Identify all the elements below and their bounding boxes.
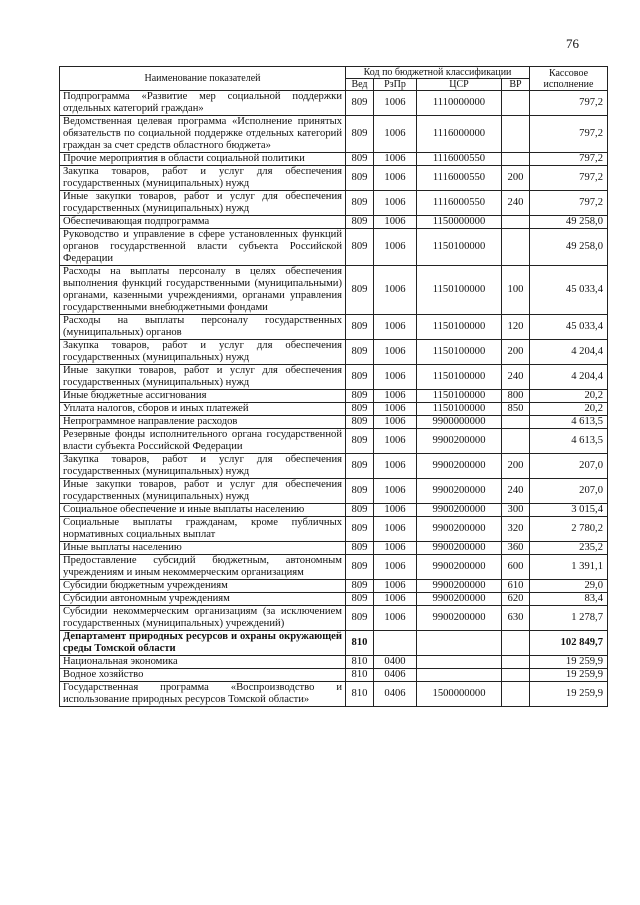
row-rzpr: 1006: [374, 555, 417, 580]
row-amount: 3 015,4: [530, 504, 608, 517]
row-vr: 100: [502, 266, 530, 315]
table-row: [60, 555, 608, 580]
row-name: Департамент природных ресурсов и охраны окружающей среды Томской области: [60, 631, 346, 656]
row-name: Иные закупки товаров, работ и услуг для обеспечения государственных (муниципальных) нужд: [60, 479, 346, 504]
row-ved: 809: [346, 116, 374, 153]
row-rzpr: 1006: [374, 429, 417, 454]
row-vr: [502, 216, 530, 229]
row-csr: 9900200000: [417, 454, 502, 479]
row-amount: 797,2: [530, 116, 608, 153]
row-csr: 9900200000: [417, 593, 502, 606]
row-name: Предоставление субсидий бюджетным, автономным учреждениям и иным некоммерческим организациям: [60, 555, 346, 580]
table-row: [60, 91, 608, 116]
row-rzpr: 1006: [374, 166, 417, 191]
row-name: Резервные фонды исполнительного органа государственной власти субъекта Российской Федерации: [60, 429, 346, 454]
table-row: [60, 116, 608, 153]
row-vr: [502, 631, 530, 656]
row-ved: 809: [346, 153, 374, 166]
row-name: Непрограммное направление расходов: [60, 416, 346, 429]
row-vr: [502, 416, 530, 429]
row-vr: [502, 116, 530, 153]
row-ved: 809: [346, 365, 374, 390]
table-row: [60, 153, 608, 166]
header-amount: Кассовое исполнение: [530, 67, 608, 91]
row-csr: [417, 656, 502, 669]
row-ved: 810: [346, 631, 374, 656]
table-row: [60, 166, 608, 191]
row-csr: 9900200000: [417, 555, 502, 580]
row-ved: 809: [346, 166, 374, 191]
row-rzpr: 1006: [374, 403, 417, 416]
row-csr: 1110000000: [417, 91, 502, 116]
table-row: [60, 656, 608, 669]
table-row: [60, 682, 608, 707]
header-csr: ЦСР: [417, 79, 502, 91]
row-csr: 1150100000: [417, 266, 502, 315]
row-name: Водное хозяйство: [60, 669, 346, 682]
row-vr: 240: [502, 365, 530, 390]
row-vr: 800: [502, 390, 530, 403]
header-code-group: Код по бюджетной классификации: [346, 67, 530, 79]
row-name: Руководство и управление в сфере установленных функций органов государственной власти субъекта Российской Федерации: [60, 229, 346, 266]
row-csr: 9900200000: [417, 479, 502, 504]
row-name: Иные выплаты населению: [60, 542, 346, 555]
row-vr: [502, 669, 530, 682]
row-csr: 1150100000: [417, 315, 502, 340]
header-ved: Вед: [346, 79, 374, 91]
row-amount: 102 849,7: [530, 631, 608, 656]
table-row: [60, 479, 608, 504]
table-row: [60, 266, 608, 315]
row-name: Социальные выплаты гражданам, кроме публичных нормативных социальных выплат: [60, 517, 346, 542]
row-vr: [502, 429, 530, 454]
row-vr: [502, 656, 530, 669]
row-ved: 809: [346, 340, 374, 365]
row-amount: 83,4: [530, 593, 608, 606]
row-ved: 809: [346, 580, 374, 593]
row-amount: 207,0: [530, 454, 608, 479]
row-rzpr: 1006: [374, 216, 417, 229]
table-header: [60, 67, 608, 91]
row-csr: [417, 669, 502, 682]
row-name: Иные бюджетные ассигнования: [60, 390, 346, 403]
row-amount: 49 258,0: [530, 216, 608, 229]
row-vr: 120: [502, 315, 530, 340]
row-csr: 1116000550: [417, 166, 502, 191]
table-row: [60, 191, 608, 216]
row-amount: 1 278,7: [530, 606, 608, 631]
table-row: [60, 606, 608, 631]
budget-execution-table: [59, 66, 608, 707]
row-ved: 809: [346, 517, 374, 542]
row-rzpr: [374, 631, 417, 656]
header-vr: ВР: [502, 79, 530, 91]
row-name: Уплата налогов, сборов и иных платежей: [60, 403, 346, 416]
row-amount: 19 259,9: [530, 682, 608, 707]
row-vr: 200: [502, 166, 530, 191]
row-ved: 809: [346, 216, 374, 229]
row-csr: 9900200000: [417, 429, 502, 454]
header-name: Наименование показателей: [60, 67, 346, 91]
row-ved: 809: [346, 191, 374, 216]
row-rzpr: 1006: [374, 116, 417, 153]
row-amount: 19 259,9: [530, 656, 608, 669]
table-row: [60, 229, 608, 266]
row-csr: 9900000000: [417, 416, 502, 429]
row-rzpr: 1006: [374, 479, 417, 504]
row-vr: 200: [502, 454, 530, 479]
row-name: Закупка товаров, работ и услуг для обеспечения государственных (муниципальных) нужд: [60, 166, 346, 191]
row-amount: 20,2: [530, 403, 608, 416]
row-amount: 49 258,0: [530, 229, 608, 266]
row-amount: 797,2: [530, 91, 608, 116]
row-vr: [502, 91, 530, 116]
row-vr: 620: [502, 593, 530, 606]
row-csr: 1150100000: [417, 340, 502, 365]
row-vr: [502, 229, 530, 266]
table-body: [60, 91, 608, 707]
row-amount: 19 259,9: [530, 669, 608, 682]
row-csr: 1116000550: [417, 153, 502, 166]
row-vr: 300: [502, 504, 530, 517]
row-amount: 1 391,1: [530, 555, 608, 580]
row-ved: 809: [346, 266, 374, 315]
row-name: Подпрограмма «Развитие мер социальной поддержки отдельных категорий граждан»: [60, 91, 346, 116]
row-vr: [502, 153, 530, 166]
row-csr: 1150000000: [417, 216, 502, 229]
table-row: [60, 390, 608, 403]
table-row: [60, 542, 608, 555]
row-amount: 20,2: [530, 390, 608, 403]
row-ved: 809: [346, 479, 374, 504]
row-vr: [502, 682, 530, 707]
row-rzpr: 1006: [374, 542, 417, 555]
row-csr: 9900200000: [417, 542, 502, 555]
row-rzpr: 1006: [374, 191, 417, 216]
table-row: [60, 429, 608, 454]
row-name: Государственная программа «Воспроизводство и использование природных ресурсов Томской области»: [60, 682, 346, 707]
row-csr: 9900200000: [417, 517, 502, 542]
row-csr: 1150100000: [417, 365, 502, 390]
row-ved: 809: [346, 91, 374, 116]
row-rzpr: 1006: [374, 340, 417, 365]
table-row: [60, 669, 608, 682]
row-amount: 235,2: [530, 542, 608, 555]
row-rzpr: 1006: [374, 504, 417, 517]
row-ved: 809: [346, 606, 374, 631]
row-csr: 9900200000: [417, 580, 502, 593]
row-name: Субсидии автономным учреждениям: [60, 593, 346, 606]
row-name: Иные закупки товаров, работ и услуг для обеспечения государственных (муниципальных) нужд: [60, 365, 346, 390]
table-row: [60, 315, 608, 340]
row-name: Субсидии некоммерческим организациям (за исключением государственных (муниципальных) учреждений): [60, 606, 346, 631]
row-csr: 9900200000: [417, 606, 502, 631]
row-ved: 810: [346, 682, 374, 707]
row-ved: 809: [346, 504, 374, 517]
row-amount: 207,0: [530, 479, 608, 504]
row-amount: 797,2: [530, 153, 608, 166]
row-name: Национальная экономика: [60, 656, 346, 669]
row-vr: 850: [502, 403, 530, 416]
row-ved: 809: [346, 593, 374, 606]
row-amount: 4 204,4: [530, 340, 608, 365]
row-rzpr: 1006: [374, 91, 417, 116]
row-ved: 809: [346, 229, 374, 266]
table-row: [60, 517, 608, 542]
row-amount: 2 780,2: [530, 517, 608, 542]
row-vr: 320: [502, 517, 530, 542]
row-name: Иные закупки товаров, работ и услуг для обеспечения государственных (муниципальных) нужд: [60, 191, 346, 216]
row-csr: [417, 631, 502, 656]
row-csr: 1116000000: [417, 116, 502, 153]
row-amount: 797,2: [530, 166, 608, 191]
row-rzpr: 1006: [374, 606, 417, 631]
table-row: [60, 216, 608, 229]
row-amount: 4 204,4: [530, 365, 608, 390]
row-rzpr: 1006: [374, 266, 417, 315]
row-name: Субсидии бюджетным учреждениям: [60, 580, 346, 593]
row-name: Расходы на выплаты персоналу государственных (муниципальных) органов: [60, 315, 346, 340]
row-rzpr: 0406: [374, 682, 417, 707]
table-row: [60, 454, 608, 479]
row-name: Прочие мероприятия в области социальной политики: [60, 153, 346, 166]
row-rzpr: 1006: [374, 153, 417, 166]
row-csr: 1150100000: [417, 229, 502, 266]
row-name: Закупка товаров, работ и услуг для обеспечения государственных (муниципальных) нужд: [60, 454, 346, 479]
table-row: [60, 504, 608, 517]
row-name: Закупка товаров, работ и услуг для обеспечения государственных (муниципальных) нужд: [60, 340, 346, 365]
row-ved: 809: [346, 429, 374, 454]
row-csr: 1150100000: [417, 403, 502, 416]
row-amount: 4 613,5: [530, 416, 608, 429]
row-name: Расходы на выплаты персоналу в целях обеспечения выполнения функций государственными (муниципальными) органами, казенными учреждениями, органами управления государственными внебюджетными фондами: [60, 266, 346, 315]
row-ved: 809: [346, 555, 374, 580]
row-amount: 797,2: [530, 191, 608, 216]
row-vr: 630: [502, 606, 530, 631]
row-name: Ведомственная целевая программа «Исполнение принятых обязательств по социальной поддержке отдельных категорий граждан за счет средств областного бюджета»: [60, 116, 346, 153]
row-rzpr: 1006: [374, 315, 417, 340]
row-ved: 809: [346, 315, 374, 340]
row-rzpr: 1006: [374, 229, 417, 266]
table-row: [60, 631, 608, 656]
row-rzpr: 1006: [374, 365, 417, 390]
row-ved: 809: [346, 403, 374, 416]
page-number: 76: [566, 36, 579, 51]
row-amount: 4 613,5: [530, 429, 608, 454]
table-row: [60, 416, 608, 429]
row-rzpr: 1006: [374, 517, 417, 542]
table-row: [60, 580, 608, 593]
header-rzpr: РзПр: [374, 79, 417, 91]
row-ved: 810: [346, 656, 374, 669]
table-row: [60, 340, 608, 365]
row-vr: 360: [502, 542, 530, 555]
row-rzpr: 0406: [374, 669, 417, 682]
row-name: Обеспечивающая подпрограмма: [60, 216, 346, 229]
row-csr: 1500000000: [417, 682, 502, 707]
row-csr: 1116000550: [417, 191, 502, 216]
row-name: Социальное обеспечение и иные выплаты населению: [60, 504, 346, 517]
row-vr: 240: [502, 479, 530, 504]
row-amount: 45 033,4: [530, 266, 608, 315]
row-ved: 809: [346, 416, 374, 429]
row-amount: 45 033,4: [530, 315, 608, 340]
row-amount: 29,0: [530, 580, 608, 593]
row-vr: 610: [502, 580, 530, 593]
table-row: [60, 593, 608, 606]
row-rzpr: 0400: [374, 656, 417, 669]
table-row: [60, 403, 608, 416]
row-ved: 809: [346, 454, 374, 479]
row-rzpr: 1006: [374, 593, 417, 606]
row-ved: 810: [346, 669, 374, 682]
row-rzpr: 1006: [374, 390, 417, 403]
row-vr: 600: [502, 555, 530, 580]
row-vr: 240: [502, 191, 530, 216]
row-rzpr: 1006: [374, 416, 417, 429]
row-ved: 809: [346, 390, 374, 403]
row-rzpr: 1006: [374, 580, 417, 593]
row-vr: 200: [502, 340, 530, 365]
table-row: [60, 365, 608, 390]
row-csr: 1150100000: [417, 390, 502, 403]
row-csr: 9900200000: [417, 504, 502, 517]
row-ved: 809: [346, 542, 374, 555]
row-rzpr: 1006: [374, 454, 417, 479]
